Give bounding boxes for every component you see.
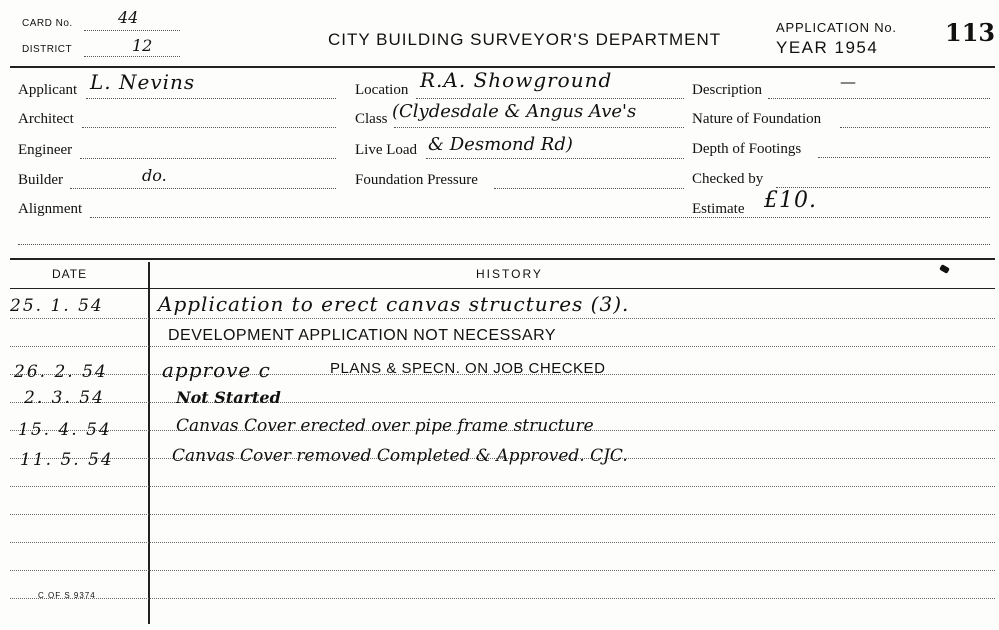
district-label: DISTRICT — [22, 44, 73, 55]
foundation-pressure-label: Foundation Pressure — [355, 172, 478, 188]
history-date: 11. 5. 54 — [20, 450, 114, 470]
engineer-label: Engineer — [18, 142, 73, 158]
date-column-header: DATE — [52, 267, 88, 281]
location-value: R.A. Showground — [420, 68, 613, 92]
class-label: Class — [355, 111, 388, 127]
form-code: C OF S 9374 — [38, 591, 96, 600]
ink-mark — [939, 264, 950, 274]
history-entry: Canvas Cover removed Completed & Approved. CJC. — [172, 446, 628, 466]
application-year: YEAR 1954 — [776, 38, 879, 57]
history-date: 25. 1. 54 — [10, 296, 104, 316]
applicant-value: L. Nevins — [90, 70, 196, 94]
applicant-label: Applicant — [18, 82, 78, 98]
estimate-value: £10. — [764, 188, 817, 213]
builder-label: Builder — [18, 172, 63, 188]
history-entry: Application to erect canvas structures (3). — [158, 292, 630, 316]
card-number-value: 44 — [118, 8, 139, 27]
department-title: CITY BUILDING SURVEYOR'S DEPARTMENT — [328, 30, 722, 49]
architect-label: Architect — [18, 111, 74, 127]
application-number: 113 — [945, 18, 996, 47]
history-date: 26. 2. 54 — [14, 362, 108, 382]
live-load-label: Live Load — [355, 142, 418, 158]
history-date: 15. 4. 54 — [18, 420, 112, 440]
nature-of-foundation-label: Nature of Foundation — [692, 111, 822, 127]
history-stamp: PLANS & SPECN. ON JOB CHECKED — [330, 360, 606, 377]
history-date: 2. 3. 54 — [24, 388, 105, 408]
history-column-header: HISTORY — [476, 267, 543, 281]
checked-by-label: Checked by — [692, 171, 764, 187]
alignment-label: Alignment — [18, 201, 83, 217]
location-label: Location — [355, 82, 409, 98]
builder-value: do. — [142, 166, 167, 185]
description-value: — — [840, 72, 856, 91]
history-entry: approve c — [162, 358, 271, 382]
history-stamp: DEVELOPMENT APPLICATION NOT NECESSARY — [168, 327, 557, 344]
card-number-label: CARD No. — [22, 18, 73, 29]
application-number-label: APPLICATION No. — [776, 20, 897, 35]
district-value: 12 — [132, 36, 153, 55]
description-label: Description — [692, 82, 762, 98]
depth-of-footings-label: Depth of Footings — [692, 141, 802, 157]
estimate-label: Estimate — [692, 201, 745, 217]
history-entry: Not Started — [176, 388, 281, 407]
class-value: (Clydesdale & Angus Ave's — [392, 101, 637, 122]
history-entry: Canvas Cover erected over pipe frame structure — [176, 416, 594, 436]
live-load-value: & Desmond Rd) — [428, 134, 573, 155]
